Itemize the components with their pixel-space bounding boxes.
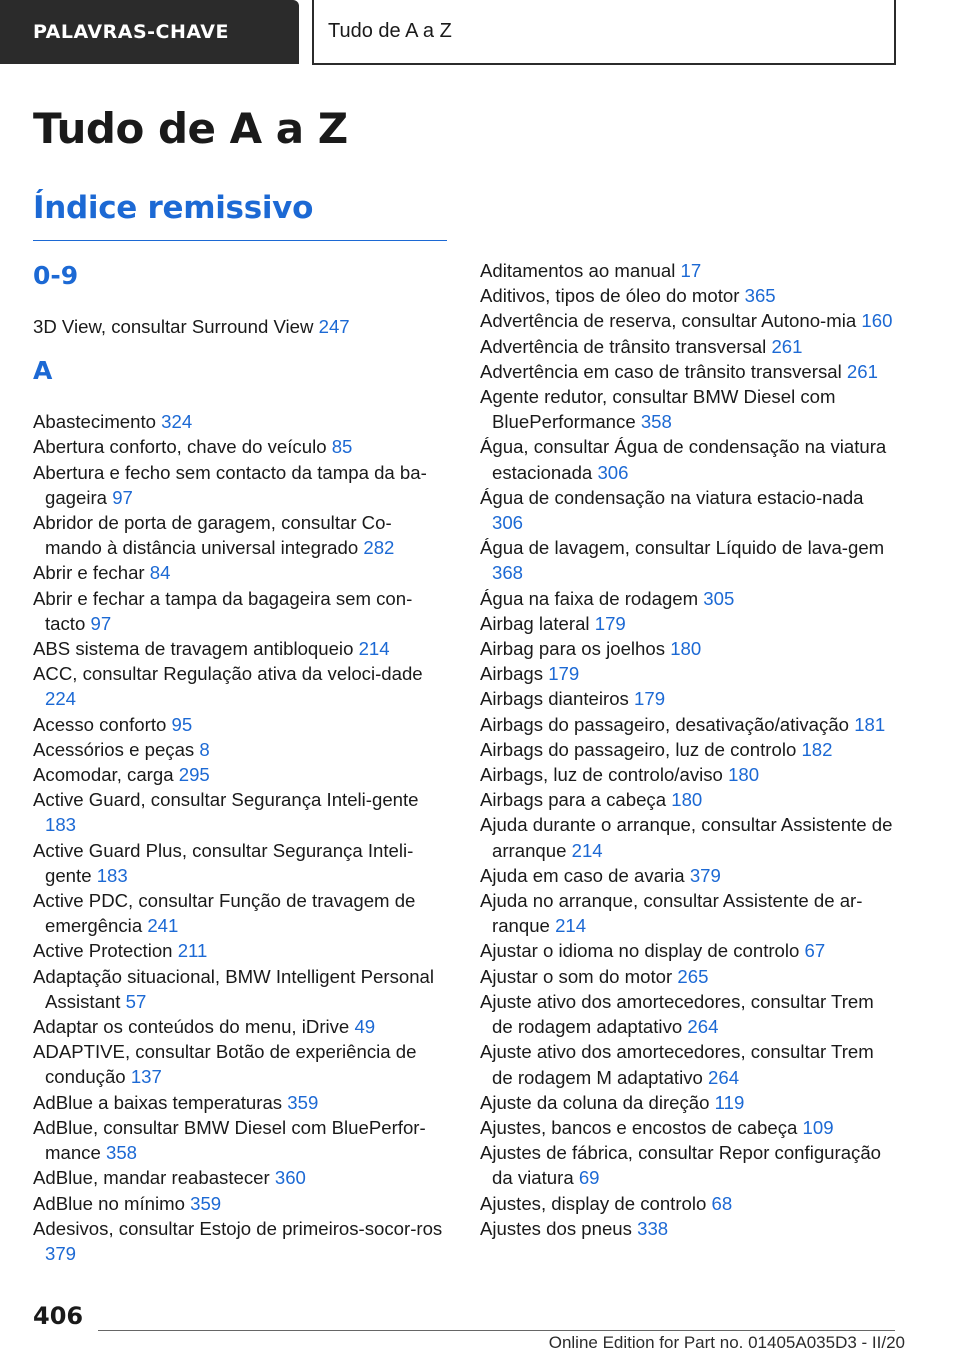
index-entry-text: Ajuda em caso de avaria bbox=[480, 864, 685, 886]
index-entry-page-link[interactable]: 95 bbox=[171, 713, 193, 735]
index-entry[interactable] bbox=[33, 510, 447, 560]
index-entry-text: Água na faixa de rodagem bbox=[480, 587, 699, 609]
index-entry-page-link[interactable]: 360 bbox=[274, 1167, 306, 1189]
index-entry-text: Airbags dianteiros bbox=[480, 688, 629, 710]
index-entry-text: Active Guard Plus, consultar Segurança Inteli-gente bbox=[33, 839, 414, 886]
index-entry[interactable] bbox=[33, 1039, 447, 1089]
index-entry-page-link[interactable]: 68 bbox=[711, 1192, 733, 1214]
index-entry-page-link[interactable]: 214 bbox=[358, 638, 390, 660]
index-entry[interactable] bbox=[480, 787, 898, 812]
index-entry-text: Ajustar o idioma no display de controlo bbox=[480, 940, 800, 962]
index-entry-page-link[interactable]: 214 bbox=[571, 839, 603, 861]
index-entry[interactable] bbox=[33, 1115, 447, 1165]
index-entry-page-link[interactable]: 261 bbox=[771, 335, 803, 357]
index-entry[interactable] bbox=[33, 1090, 447, 1115]
index-entry-page-link[interactable]: 85 bbox=[331, 436, 353, 458]
index-entry-text: 3D View, consultar Surround View bbox=[33, 316, 314, 337]
index-entry[interactable] bbox=[33, 586, 447, 636]
index-entry[interactable] bbox=[33, 762, 447, 787]
index-entry[interactable] bbox=[480, 636, 898, 661]
index-entry[interactable] bbox=[480, 1039, 898, 1089]
index-entry[interactable] bbox=[480, 434, 898, 484]
index-entry-text: Ajustes de fábrica, consultar Repor configuração da viatura bbox=[480, 1142, 882, 1189]
index-entry-text: Active Guard, consultar Segurança Inteli-gente bbox=[33, 789, 419, 811]
index-letter-heading: 0-9 bbox=[33, 261, 79, 290]
index-entry[interactable] bbox=[33, 661, 447, 711]
index-entry-page-link[interactable]: 109 bbox=[802, 1116, 834, 1138]
index-entry-page-link[interactable]: 324 bbox=[161, 411, 193, 433]
index-entry-page-link[interactable]: 379 bbox=[45, 1242, 77, 1264]
index-entry-text: AdBlue no mínimo bbox=[33, 1192, 185, 1214]
index-entry-text: Airbags do passageiro, desativação/ativação bbox=[480, 713, 850, 735]
section-divider bbox=[33, 240, 447, 241]
index-entry-page-link[interactable]: 180 bbox=[728, 764, 760, 786]
footer-edition-text: Online Edition for Part no. 01405A035D3 - II/20 bbox=[548, 1333, 905, 1352]
index-entry-text: Abastecimento bbox=[33, 411, 156, 433]
index-entry[interactable] bbox=[33, 460, 447, 510]
index-entry-text: Abridor de porta de garagem, consultar Co-mando à distância universal integrado bbox=[33, 512, 392, 559]
index-entry-text: AdBlue, mandar reabastecer bbox=[33, 1167, 270, 1189]
index-entry-text: Ajustar o som do motor bbox=[480, 965, 673, 987]
index-entry[interactable] bbox=[480, 308, 898, 333]
index-entry-page-link[interactable]: 214 bbox=[555, 915, 587, 937]
index-entry[interactable] bbox=[480, 1216, 898, 1241]
index-entry-text: Abertura conforto, chave do veículo bbox=[33, 436, 327, 458]
index-entry-page-link[interactable]: 358 bbox=[105, 1142, 138, 1164]
index-entry-page-link[interactable]: 97 bbox=[112, 486, 133, 508]
index-entry[interactable] bbox=[480, 661, 898, 686]
index-entry-text: Água de condensação na viatura estacio-nada bbox=[480, 486, 864, 508]
index-entry-page-link[interactable]: 97 bbox=[90, 612, 112, 634]
index-entry[interactable] bbox=[33, 409, 447, 434]
index-entry[interactable] bbox=[33, 1216, 447, 1266]
index-entry-page-link[interactable]: 368 bbox=[492, 562, 524, 584]
index-entry[interactable] bbox=[480, 1140, 898, 1190]
index-entry[interactable] bbox=[33, 938, 447, 963]
index-entry[interactable] bbox=[480, 964, 898, 989]
index-entry-page-link[interactable]: 261 bbox=[846, 360, 878, 382]
index-entry[interactable] bbox=[480, 485, 898, 535]
index-entry-page-link[interactable]: 180 bbox=[671, 789, 703, 811]
index-entry[interactable] bbox=[480, 812, 898, 862]
index-entry-text: Active PDC, consultar Função de travagem de emergência bbox=[33, 890, 416, 937]
index-entry-text: Abrir e fechar bbox=[33, 562, 145, 584]
index-entry[interactable] bbox=[33, 1014, 447, 1039]
index-entry[interactable] bbox=[33, 737, 447, 762]
index-entry[interactable] bbox=[33, 888, 447, 938]
index-entry-page-link[interactable]: 180 bbox=[670, 638, 702, 660]
index-entry-page-link[interactable]: 358 bbox=[640, 411, 672, 433]
index-entry[interactable] bbox=[480, 863, 898, 888]
footer-divider bbox=[98, 1330, 895, 1331]
index-entry-page-link[interactable]: 179 bbox=[594, 612, 626, 634]
index-entry[interactable] bbox=[480, 737, 898, 762]
index-entry[interactable] bbox=[480, 1115, 898, 1140]
index-entry-page-link[interactable]: 306 bbox=[492, 512, 524, 534]
index-entry-text: Ajuste da coluna da direção bbox=[480, 1091, 710, 1113]
index-entry[interactable] bbox=[33, 787, 447, 837]
index-entry-text: Advertência em caso de trânsito transversal bbox=[480, 360, 842, 382]
index-entry[interactable] bbox=[480, 989, 898, 1039]
index-entry-text: Airbag para os joelhos bbox=[480, 638, 666, 660]
index-entry-page-link[interactable]: 265 bbox=[677, 965, 709, 987]
index-entry[interactable] bbox=[480, 888, 898, 938]
index-entry[interactable] bbox=[480, 611, 898, 636]
index-entry-text: AdBlue a baixas temperaturas bbox=[33, 1091, 283, 1113]
index-entry[interactable] bbox=[480, 1090, 898, 1115]
index-entry-text: Água, consultar Água de condensação na viatura estacionada bbox=[480, 436, 887, 483]
index-entry-text: Advertência de reserva, consultar Autono-mia bbox=[480, 310, 857, 332]
index-entry-text: Água de lavagem, consultar Líquido de lava-gem bbox=[480, 537, 885, 559]
index-entry-page-link[interactable]: 211 bbox=[177, 940, 208, 962]
index-entry-text: ADAPTIVE, consultar Botão de experiência de condução bbox=[33, 1041, 417, 1088]
index-entry[interactable] bbox=[480, 938, 898, 963]
index-entry-text: Airbags, luz de controlo/aviso bbox=[480, 764, 723, 786]
index-entry-page-link[interactable]: 264 bbox=[708, 1066, 740, 1088]
index-entry-text: Airbags bbox=[480, 663, 544, 685]
index-entry-page-link[interactable]: 224 bbox=[45, 688, 77, 710]
index-entry[interactable] bbox=[480, 283, 898, 308]
index-entry[interactable] bbox=[480, 535, 898, 585]
index-entry-text: Acesso conforto bbox=[33, 713, 167, 735]
index-entry-text: Ajuste ativo dos amortecedores, consultar Trem de rodagem M adaptativo bbox=[480, 1041, 874, 1088]
index-entry-page-link[interactable]: 305 bbox=[703, 587, 735, 609]
index-entry[interactable] bbox=[480, 586, 898, 611]
index-entry-page-link[interactable]: 119 bbox=[714, 1091, 745, 1113]
index-entry-page-link[interactable]: 264 bbox=[687, 1016, 719, 1038]
index-entry-text: Aditamentos ao manual bbox=[480, 260, 676, 281]
index-entry-page-link[interactable]: 17 bbox=[680, 260, 702, 281]
index-entry-page-link[interactable]: 179 bbox=[548, 663, 580, 685]
index-entry-page-link[interactable]: 183 bbox=[45, 814, 77, 836]
index-entry-text: Ajuda durante o arranque, consultar Assistente de arranque bbox=[480, 814, 893, 861]
index-entry[interactable] bbox=[480, 686, 898, 711]
index-column-left bbox=[33, 258, 447, 1266]
index-entry[interactable] bbox=[33, 838, 447, 888]
index-entry-text: Ajustes, display de controlo bbox=[480, 1192, 707, 1214]
index-entry-text: Acomodar, carga bbox=[33, 764, 174, 786]
index-entry-page-link[interactable]: 179 bbox=[634, 688, 666, 710]
index-entry-page-link[interactable]: 182 bbox=[801, 738, 833, 760]
index-entry-text: Adaptar os conteúdos do menu, iDrive bbox=[33, 1016, 350, 1038]
index-entry-text: Active Protection bbox=[33, 940, 173, 962]
index-entry-text: AdBlue, consultar BMW Diesel com BluePerfor-mance bbox=[33, 1116, 426, 1164]
index-entry-text: Abertura e fecho sem contacto da tampa da ba-gageira bbox=[33, 461, 427, 508]
header-chapter-tab bbox=[312, 0, 896, 65]
section-title: Índice remissivo bbox=[33, 190, 314, 226]
index-entry-text: Airbags do passageiro, luz de controlo bbox=[480, 738, 797, 760]
index-entry-page-link[interactable]: 359 bbox=[287, 1091, 319, 1113]
index-entry-page-link[interactable]: 181 bbox=[854, 713, 886, 735]
index-entry-page-link[interactable]: 84 bbox=[149, 562, 171, 584]
index-entry-text: ACC, consultar Regulação ativa da veloci-dade bbox=[33, 663, 423, 685]
index-entry[interactable] bbox=[480, 359, 898, 384]
index-entry[interactable] bbox=[480, 712, 898, 737]
index-column-right bbox=[480, 258, 898, 1241]
index-entry-text: Adaptação situacional, BMW Intelligent Personal Assistant bbox=[33, 965, 435, 1012]
index-entry-text: Abrir e fechar a tampa da bagageira sem con-tacto bbox=[33, 587, 413, 634]
index-entry[interactable] bbox=[33, 1191, 447, 1216]
index-entry-text: Ajustes, bancos e encostos de cabeça bbox=[480, 1116, 798, 1138]
index-entry-page-link[interactable]: 8 bbox=[199, 738, 210, 760]
header-chapter-label: Tudo de A a Z bbox=[328, 20, 452, 42]
index-entry-text: ABS sistema de travagem antibloqueio bbox=[33, 638, 354, 660]
index-entry[interactable] bbox=[33, 560, 447, 585]
index-entry-text: Adesivos, consultar Estojo de primeiros-socor-ros bbox=[33, 1217, 443, 1239]
index-entry[interactable] bbox=[33, 636, 447, 661]
index-entry[interactable] bbox=[33, 712, 447, 737]
index-entry[interactable] bbox=[33, 434, 447, 459]
index-entry-page-link[interactable]: 67 bbox=[804, 940, 826, 962]
page-title: Tudo de A a Z bbox=[33, 104, 348, 153]
index-entry-text: Ajuda no arranque, consultar Assistente de ar-ranque bbox=[480, 890, 863, 937]
index-entry-page-link[interactable]: 306 bbox=[597, 461, 629, 483]
header-section-tab bbox=[0, 0, 299, 64]
index-entry-page-link[interactable]: 247 bbox=[318, 316, 350, 337]
index-entry-text: Agente redutor, consultar BMW Diesel com BluePerformance bbox=[480, 386, 836, 433]
index-entry-text: Advertência de trânsito transversal bbox=[480, 335, 767, 357]
index-letter-heading: A bbox=[33, 356, 53, 386]
index-entry[interactable] bbox=[480, 258, 898, 283]
index-entry-page-link[interactable]: 379 bbox=[689, 864, 721, 886]
index-entry-page-link[interactable]: 49 bbox=[354, 1016, 376, 1038]
index-entry-page-link[interactable]: 137 bbox=[130, 1066, 162, 1088]
index-entry-text: Acessórios e peças bbox=[33, 738, 195, 760]
index-entry-text: Ajuste ativo dos amortecedores, consultar Trem de rodagem adaptativo bbox=[480, 990, 874, 1038]
index-entry[interactable] bbox=[33, 964, 447, 1014]
index-entry-page-link[interactable]: 359 bbox=[190, 1192, 222, 1214]
index-entry[interactable] bbox=[480, 334, 898, 359]
header-section-label: PALAVRAS-CHAVE bbox=[33, 21, 229, 43]
index-entry[interactable] bbox=[480, 384, 898, 434]
index-entry-page-link[interactable]: 69 bbox=[578, 1167, 600, 1189]
index-entry-page-link[interactable]: 57 bbox=[125, 990, 147, 1012]
index-entry[interactable] bbox=[33, 314, 447, 339]
index-entry-text: Ajustes dos pneus bbox=[480, 1217, 632, 1239]
index-entry[interactable] bbox=[480, 762, 898, 787]
index-entry-text: Aditivos, tipos de óleo do motor bbox=[480, 285, 740, 307]
index-entry[interactable] bbox=[33, 1165, 447, 1190]
index-entry-page-link[interactable]: 183 bbox=[96, 864, 128, 886]
index-entry-page-link[interactable]: 282 bbox=[363, 537, 395, 559]
index-entry-page-link[interactable]: 241 bbox=[147, 915, 179, 937]
index-entry-page-link[interactable]: 160 bbox=[861, 310, 893, 332]
index-entry-page-link[interactable]: 365 bbox=[744, 285, 776, 307]
index-entry-text: Airbag lateral bbox=[480, 612, 590, 634]
page-number: 406 bbox=[33, 1302, 84, 1330]
index-entry-page-link[interactable]: 295 bbox=[178, 764, 210, 786]
index-entry-text: Airbags para a cabeça bbox=[480, 789, 667, 811]
index-entry[interactable] bbox=[480, 1191, 898, 1216]
index-entry-page-link[interactable]: 338 bbox=[637, 1217, 669, 1239]
